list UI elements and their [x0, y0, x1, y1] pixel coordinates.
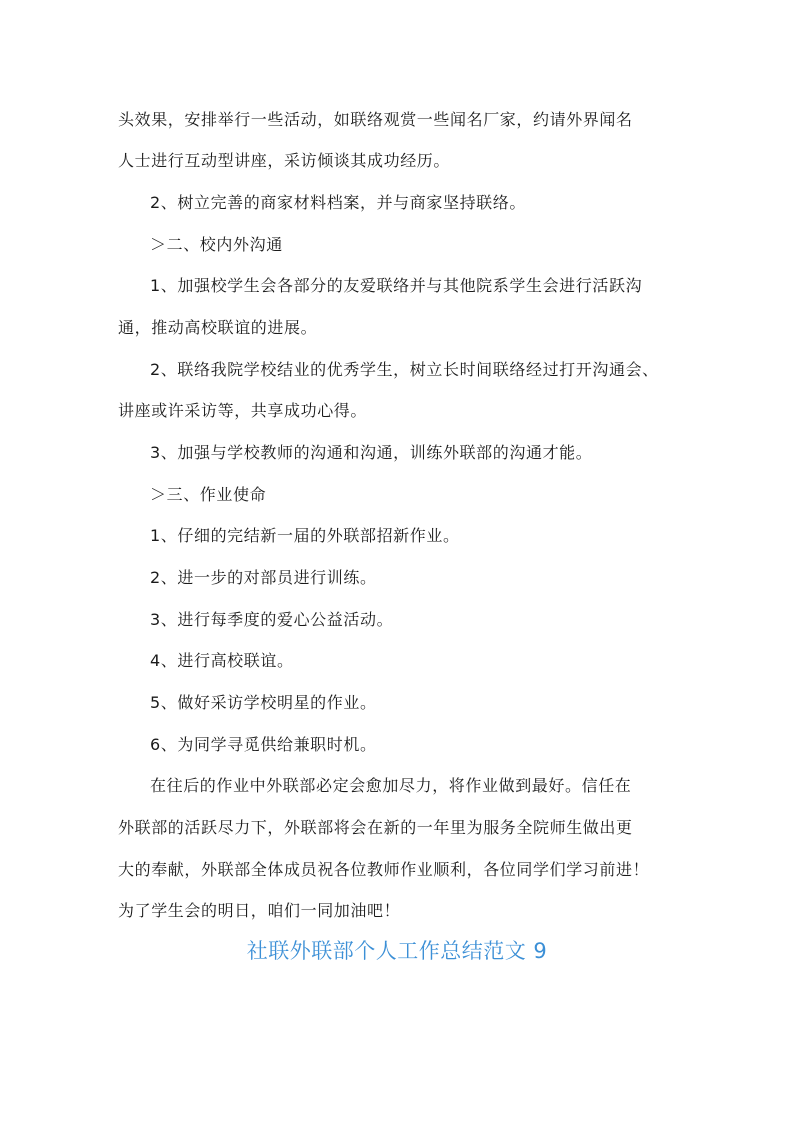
text-line: 为了学生会的明日，咱们一同加油吧！: [118, 901, 401, 920]
text-line: 2、树立完善的商家材料档案，并与商家坚持联络。: [150, 193, 526, 212]
text-line: 在往后的作业中外联部必定会愈加尽力，将作业做到最好。信任在: [150, 776, 632, 795]
text-line: 通，推动高校联谊的进展。: [118, 318, 318, 337]
next-article-title: 社联外联部个人工作总结范文 9: [246, 939, 548, 963]
text-line: 2、联络我院学校结业的优秀学生，树立长时间联络经过打开沟通会、: [150, 360, 659, 379]
text-line: 头效果，安排举行一些活动，如联络观赏一些闻名厂家，约请外界闻名: [118, 110, 633, 129]
text-line: 1、加强校学生会各部分的友爱联络并与其他院系学生会进行活跃沟: [150, 276, 643, 295]
text-line: 3、进行每季度的爱心公益活动。: [150, 610, 394, 629]
text-line: 2、进一步的对部员进行训练。: [150, 568, 377, 587]
text-line: 外联部的活跃尽力下，外联部将会在新的一年里为服务全院师生做出更: [118, 818, 633, 837]
text-line: ＞三、作业使命: [150, 485, 267, 504]
text-line: 4、进行高校联谊。: [150, 651, 294, 670]
text-line: 6、为同学寻觅供给兼职时机。: [150, 735, 377, 754]
text-line: 3、加强与学校教师的沟通和沟通，训练外联部的沟通才能。: [150, 443, 593, 462]
text-line: ＞二、校内外沟通: [150, 235, 283, 254]
text-line: 讲座或许采访等，共享成功心得。: [118, 401, 368, 420]
text-line: 大的奉献，外联部全体成员祝各位教师作业顺利，各位同学们学习前进！: [118, 860, 650, 879]
text-line: 人士进行互动型讲座，采访倾谈其成功经历。: [118, 151, 451, 170]
text-line: 5、做好采访学校明星的作业。: [150, 693, 377, 712]
text-line: 1、仔细的完结新一届的外联部招新作业。: [150, 526, 460, 545]
